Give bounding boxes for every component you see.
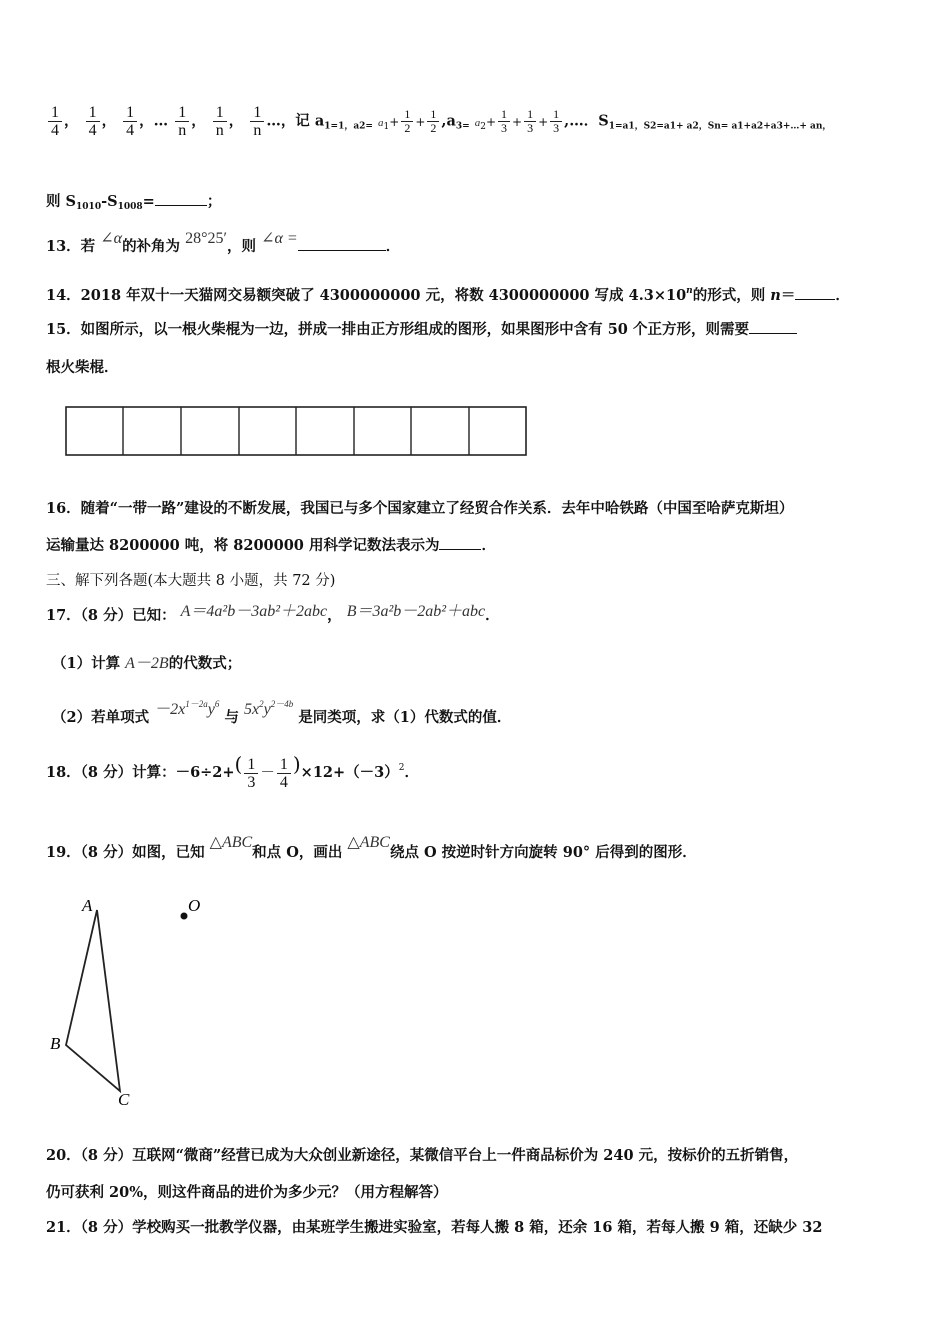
label-o: O <box>188 896 201 915</box>
fraction: $\frac{1}{n}$ <box>213 104 227 139</box>
label-c: C <box>118 1090 130 1109</box>
q12-answer-line: 则 $S_{1010}-S_{1008}=$ ； <box>46 193 222 212</box>
answer-blank[interactable] <box>795 299 835 300</box>
label-a: A <box>82 896 93 915</box>
question-19: 19．（8 分）如图，已知 △ABC和点 O，画出 △ABC绕点 O 按逆时针方向旋转 90° 后得到的图形． <box>46 834 697 861</box>
question-13: 13．若 ∠α的补角为 28°25′，则 ∠α = ． <box>46 230 401 255</box>
question-18: 18．（8 分）计算：－6÷2+( $\frac{1}{3}$ － $\frac{1}{4}$ )$\times 12+(-3)^2$． <box>46 752 419 791</box>
question-17-part-1: （1）计算 A－2B的代数式； <box>52 655 242 672</box>
label-b: B <box>50 1034 61 1053</box>
fraction: $\frac{1}{n}$ <box>250 104 264 139</box>
answer-blank[interactable] <box>298 250 386 251</box>
fraction: $\frac{1}{4}$ <box>86 104 100 139</box>
question-20-cont: 仍可获利 20%，则这件商品的进价为多少元？（用方程解答） <box>46 1184 448 1201</box>
fraction: $\frac{1}{n}$ <box>175 104 189 139</box>
question-17-part-2: （2）若单项式 $-2x^{1-2a}y^6$ 与 $5x^2y^{2-4b}$ 是同类项，求（1）代数式的值． <box>52 699 512 726</box>
fraction: $\frac{1}{4}$ <box>48 104 62 139</box>
question-17: 17．（8 分）已知： A＝4a²b－3ab²＋2abc， B＝3a²b－2ab²＋abc． <box>46 603 500 624</box>
answer-blank[interactable] <box>439 549 481 550</box>
sequence-line: $\frac{1}{4}$ ， $\frac{1}{4}$ ， $\frac{1}{4}$ ，… $\frac{1}{n}$ ， $\frac{1}{n}$ ， $\frac{1}{n}$ …，记 $a_{1=1,a2=}$ $a_1+$ $\frac{1}{2}$ + $\frac{1}{2}$ $,a_{3=}$ $a_2+$ $\frac{1}{3}$ + $\frac{1}{3}$ + $\frac{1}{3}$ ,…．$S_{1=a1,S2=a1+ a2,Sn= a1+a2+a3+\dots+ an,}$ <box>46 104 831 139</box>
question-16: 16．随着“一带一路”建设的不断发展，我国已与多个国家建立了经贸合作关系．去年中哈铁路（中国至哈萨克斯坦） <box>46 500 794 517</box>
point-o <box>181 913 188 920</box>
question-20: 20．（8 分）互联网“微商”经营已成为大众创业新途径，某微信平台上一件商品标价为 240 元，按标价的五折销售， <box>46 1147 799 1164</box>
question-21: 21．（8 分）学校购买一批教学仪器，由某班学生搬进实验室，若每人搬 8 箱，还余 16 箱，若每人搬 9 箱，还缺少 32 <box>46 1219 823 1236</box>
fraction: $\frac{1}{4}$ <box>123 104 137 139</box>
question-16-cont: 运输量达 8200000 吨，将 8200000 用科学记数法表示为 ． <box>46 537 496 554</box>
answer-blank[interactable] <box>749 333 797 334</box>
question-15: 15．如图所示，以一根火柴棍为一边，拼成一排由正方形组成的图形，如果图形中含有 50 个正方形，则需要 <box>46 318 797 339</box>
question-15-cont: 根火柴棍． <box>46 359 119 376</box>
matchstick-squares-figure <box>65 406 527 456</box>
triangle-abc-figure <box>40 885 240 1115</box>
section-3-heading: 三、解下列各题(本大题共 8 小题，共 72 分) <box>46 573 336 589</box>
question-14: 14．2018 年双十一天猫网交易额突破了 4300000000 元，将数 4300000000 写成 $4.3\times 10^n$的形式，则 n＝ ． <box>46 286 850 304</box>
answer-blank[interactable] <box>155 205 207 206</box>
